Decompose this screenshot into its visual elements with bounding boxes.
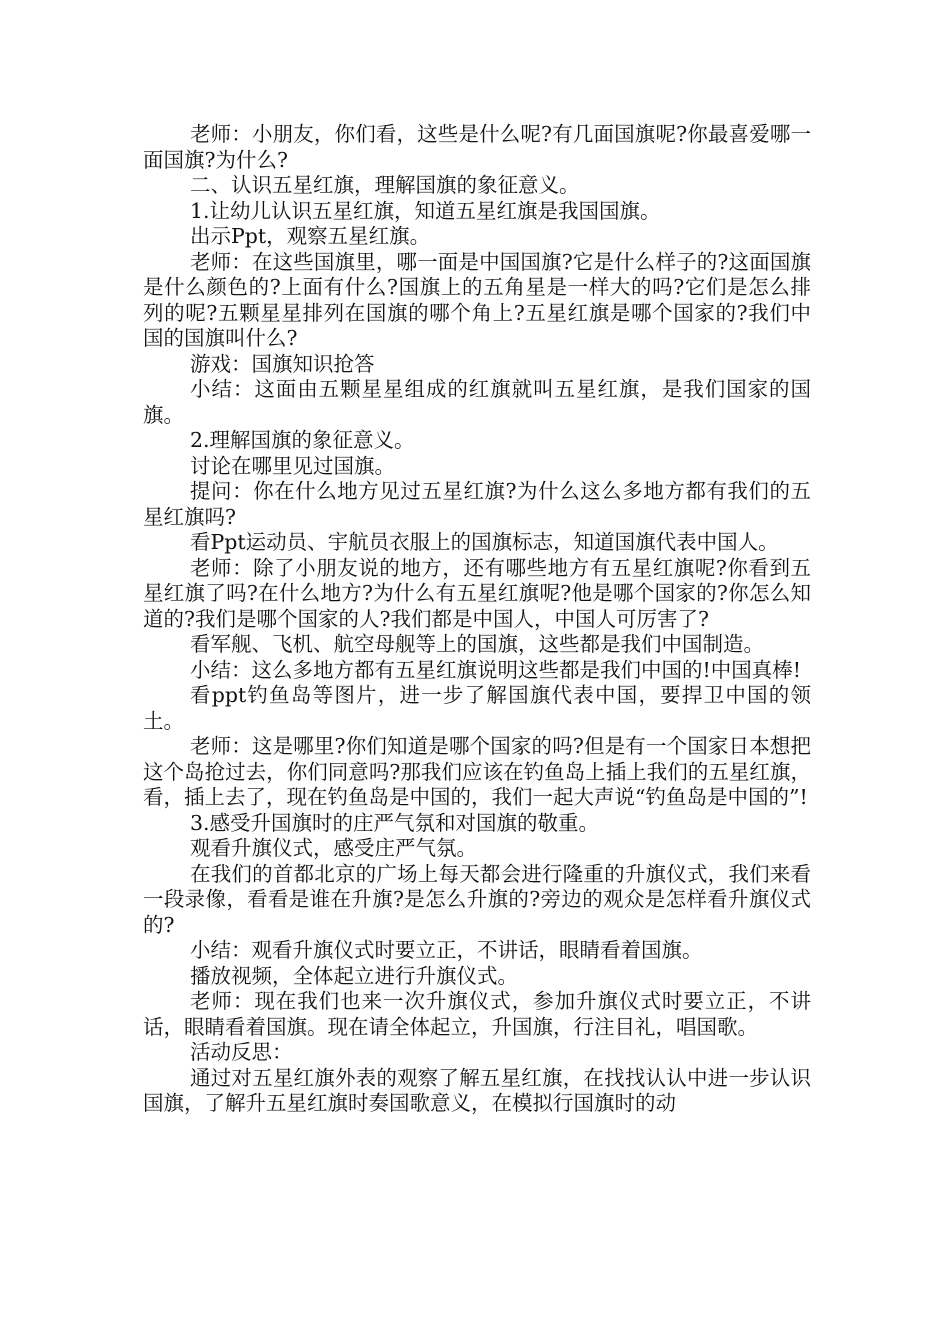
paragraph-section-2-heading: 二、认识五星红旗，理解国旗的象征意义。 — [190, 173, 580, 197]
paragraph-show-ppt: 出示Ppt，观察五星红旗。 — [190, 224, 431, 248]
paragraph-discussion: 讨论在哪里见过国旗。 — [190, 453, 395, 478]
paragraph-summary-2: 小结：这么多地方都有五星红旗说明这些都是我们中国的!中国真棒! — [190, 657, 801, 682]
paragraph-teacher-diaoyu: 老师：这是哪里?你们知道是哪个国家的吗?但是有一个国家日本想把这个岛抢过去，你们同意吗?那我们应该在钓鱼岛上插上我们的五星红旗，看，插上去了，现在钓鱼岛是中国的，我们一起大声说“钓鱼岛是中国的”! — [143, 734, 811, 809]
paragraph-teacher-ceremony: 老师：现在我们也来一次升旗仪式，参加升旗仪式时要立正，不讲话，眼睛看着国旗。现在请全体起立，升国旗，行注目礼，唱国歌。 — [143, 989, 811, 1039]
paragraph-warships: 看军舰、飞机、航空母舰等上的国旗，这些都是我们中国制造。 — [190, 632, 764, 656]
document-body — [143, 122, 811, 1117]
paragraph-game: 游戏：国旗知识抢答 — [190, 351, 375, 376]
paragraph-teacher-places: 老师：除了小朋友说的地方，还有哪些地方有五星红旗呢?你看到五星红旗了吗?在什么地方?为什么有五星红旗呢?他是哪个国家的?你怎么知道的?我们是哪个国家的人?我们都是中国人，中国人可厉害了? — [143, 555, 811, 631]
paragraph-teacher-intro: 老师：小朋友，你们看，这些是什么呢?有几面国旗呢?你最喜爱哪一面国旗?为什么? — [143, 122, 811, 172]
paragraph-question: 提问：你在什么地方见过五星红旗?为什么这么多地方都有我们的五星红旗吗? — [143, 479, 811, 529]
paragraph-step-1-heading: 1.让幼儿认识五星红旗，知道五星红旗是我国国旗。 — [190, 198, 661, 223]
paragraph-ppt-athletes: 看Ppt运动员、宇航员衣服上的国旗标志，知道国旗代表中国人。 — [190, 530, 779, 554]
paragraph-beijing-ceremony: 在我们的首都北京的广场上每天都会进行隆重的升旗仪式，我们来看一段录像，看看是谁在升旗?是怎么升旗的?旁边的观众是怎样看升旗仪式的? — [143, 861, 811, 937]
paragraph-summary-1: 小结：这面由五颗星星组成的红旗就叫五星红旗，是我们国家的国旗。 — [143, 377, 811, 427]
paragraph-step-2-heading: 2.理解国旗的象征意义。 — [190, 428, 415, 452]
paragraph-reflection-body: 通过对五星红旗外表的观察了解五星红旗，在找找认认中进一步认识国旗，了解升五星红旗时奏国歌意义，在模拟行国旗时的动 — [143, 1065, 811, 1115]
paragraph-reflection-heading: 活动反思： — [190, 1040, 293, 1064]
paragraph-step-3-heading: 3.感受升国旗时的庄严气氛和对国旗的敬重。 — [190, 810, 600, 835]
paragraph-watch-ceremony: 观看升旗仪式，感受庄严气氛。 — [190, 836, 477, 860]
paragraph-teacher-questions: 老师：在这些国旗里，哪一面是中国国旗?它是什么样子的?这面国旗是什么颜色的?上面有什么?国旗上的五角星是一样大的吗?它们是怎么排列的呢?五颗星星排列在国旗的哪个角上?五星红旗是哪个国家的?我们中国的国旗叫什么? — [143, 249, 811, 350]
paragraph-summary-3: 小结：观看升旗仪式时要立正，不讲话，眼睛看着国旗。 — [190, 938, 703, 962]
paragraph-play-video: 播放视频，全体起立进行升旗仪式。 — [190, 963, 518, 988]
paragraph-diaoyu-ppt: 看ppt钓鱼岛等图片，进一步了解国旗代表中国，要捍卫中国的领土。 — [143, 683, 811, 733]
